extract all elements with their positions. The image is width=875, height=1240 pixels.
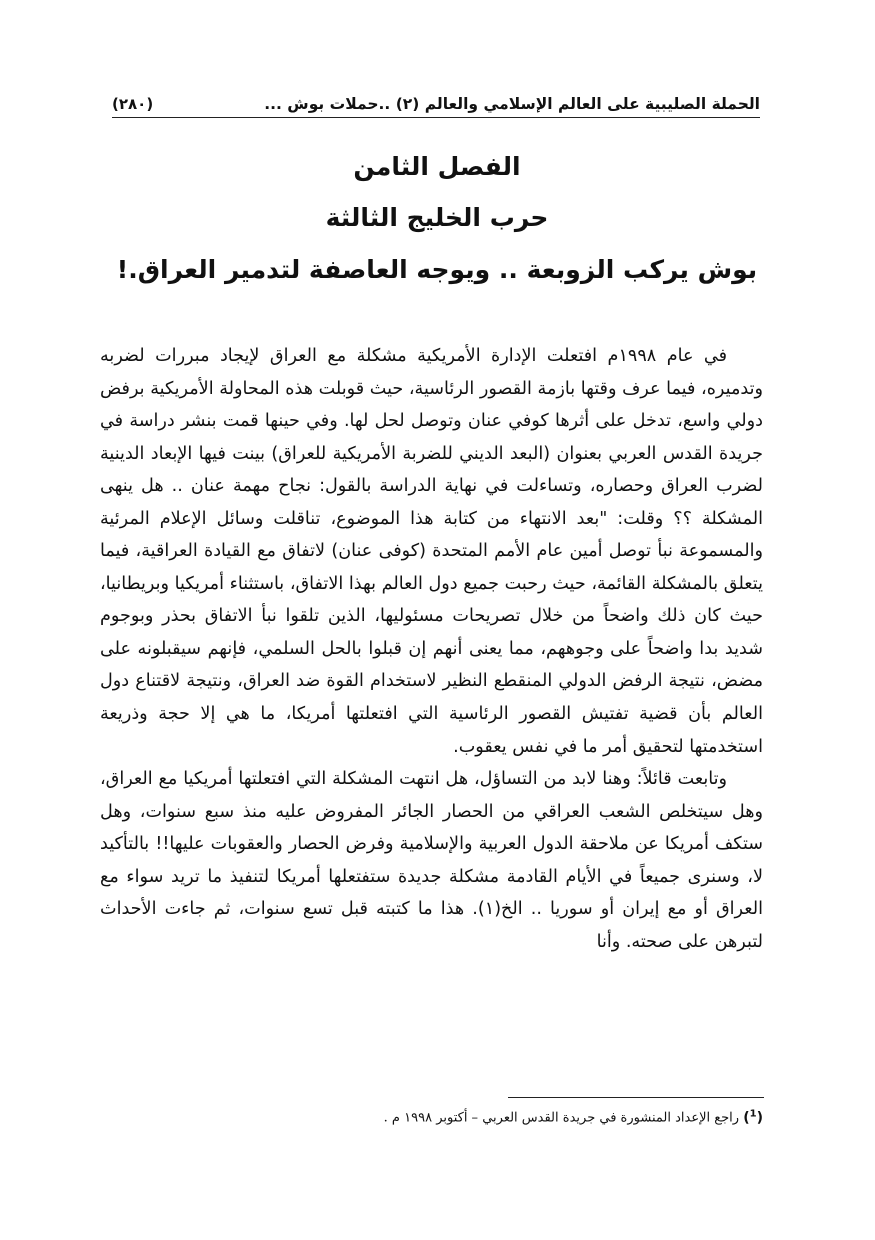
running-header xyxy=(112,86,760,118)
running-title: الحملة الصليبية على العالم الإسلامي والعالم (٢) ..حملات بوش ... xyxy=(264,95,760,113)
body-paragraph-1: في عام ١٩٩٨م افتعلت الإدارة الأمريكية مشكلة مع العراق لإيجاد مبررات لضربه وتدميره، فيما عرف وقتها بازمة القصور الرئاسية، حيث قوبلت هذه المحاولة الأمريكية برفض دولي واسع، تدخل على أثرها كوفي عنان وتوصل لحل لها. وفي حينها قمت بنشر دراسة في جريدة القدس العربي بعنوان (البعد الديني للضربة الأمريكية للعراق) بينت فيها الإبعاد الدينية لضرب العراق وحصاره، وتساءلت في نهاية الدراسة بالقول: نجاح مهمة عنان .. هل ينهى المشكلة ؟؟ وقلت: "بعد الانتهاء من كتابة هذا الموضوع، تناقلت وسائل الإعلام المرئية والمسموعة نبأ توصل أمين عام الأمم المتحدة (كوفى عنان) لاتفاق مع القيادة العراقية، فيما يتعلق بالمشكلة القائمة، حيث رحبت جميع دول العالم بهذا الاتفاق، باستثناء أمريكيا وبريطانيا، حيث كان ذلك واضحاً من خلال تصريحات مسئوليها، الذين تلقوا نبأ الاتفاق بحذر وبوجوم شديد بدا واضحاً على وجوههم، مما يعنى أنهم إن قبلوا بالحل السلمي، فإنهم سيقبلونه على مضض، نتيجة الرفض الدولي المنقطع النظير لاستخدام القوة ضد العراق، ونتيجة لاقتناع دول العالم بأن قضية تفتيش القصور الرئاسية التي افتعلتها أمريكا، ما هي إلا حجة وذريعة استخدمتها لتحقيق أمر ما في نفس يعقوب. xyxy=(100,346,763,757)
page-number: (٢٨٠) xyxy=(112,95,154,113)
footnote-marker: ($^1$) xyxy=(743,1108,763,1126)
chapter-headline: بوش يركب الزوبعة .. ويوجه العاصفة لتدمير العراق.! xyxy=(116,255,758,284)
body-text xyxy=(100,340,763,958)
chapter-subtitle: حرب الخليج الثالثة xyxy=(325,203,549,232)
chapter-title: الفصل الثامن xyxy=(353,152,521,181)
footnote xyxy=(200,1103,763,1130)
footnote-text: راجع الإعداد المنشورة في جريدة القدس العربي – أكتوبر ١٩٩٨ م . xyxy=(383,1110,740,1126)
body-paragraph-2: وتابعت قائلاً: وهنا لابد من التساؤل، هل انتهت المشكلة التي افتعلتها أمريكيا مع العراق، وهل سيتخلص الشعب العراقي من الحصار الجائر المفروض عليه منذ سبع سنوات، وهل ستكف أمريكا عن ملاحقة الدول العربية والإسلامية وفرض الحصار والعقوبات عليها!! بالتأكيد لا، وسنرى جميعاً في الأيام القادمة مشكلة جديدة ستفتعلها أمريكا لتنفيذ ما تريد سواء مع العراق أو مع إيران أو سوريا .. الخ(١). هذا ما كتبته قبل تسع سنوات، ثم جاءت الأحداث لتبرهن على صحته. وأنا xyxy=(100,769,763,952)
footnote-divider xyxy=(508,1097,764,1098)
